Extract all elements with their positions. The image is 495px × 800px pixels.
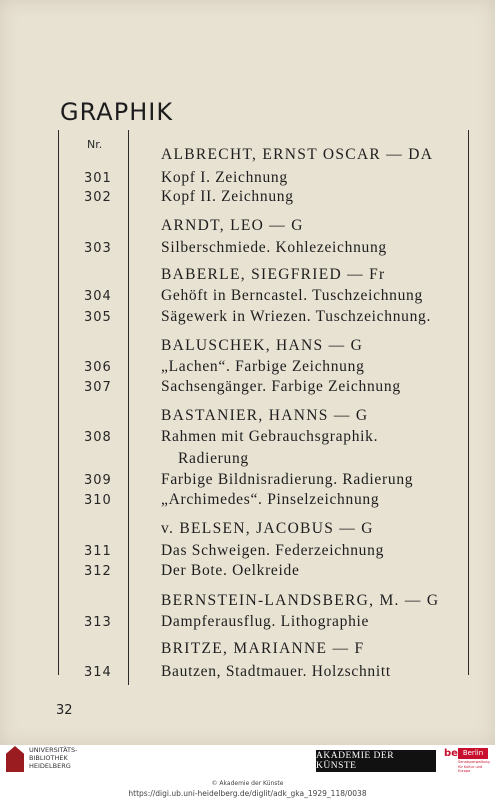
entry-number: 308 (84, 430, 112, 445)
entry-number: 314 (84, 665, 112, 680)
catalog-entry (0, 665, 495, 687)
entry-number: 306 (84, 360, 112, 375)
entry-title: „Archimedes“. Pinselzeichnung (161, 491, 380, 508)
artist-name: BASTANIER, HANNS — G (161, 407, 369, 424)
digitization-footer (0, 745, 495, 800)
catalog-entry (0, 241, 495, 263)
entry-title: Rahmen mit Gebrauchsgraphik. (161, 428, 379, 445)
artist-heading (0, 219, 495, 241)
catalog-entry (0, 564, 495, 586)
entry-number: 304 (84, 289, 112, 304)
library-name-line1: UNIVERSITÄTS- (29, 746, 78, 754)
entry-number: 311 (84, 544, 112, 559)
artist-heading (0, 642, 495, 664)
catalog-entry (0, 190, 495, 212)
entry-number: 307 (84, 380, 112, 395)
entry-number: 301 (84, 171, 112, 186)
be-badge: be (444, 748, 458, 759)
entry-title: Der Bote. Oelkreide (161, 562, 300, 579)
berlin-senate-logo[interactable] (444, 748, 492, 778)
entry-number: 309 (84, 473, 112, 488)
entry-title: Das Schweigen. Federzeichnung (161, 542, 385, 559)
catalog-entry (0, 615, 495, 637)
artist-heading (0, 522, 495, 544)
catalog-entry (0, 380, 495, 402)
library-emblem-icon (6, 746, 24, 772)
entry-title: „Lachen“. Farbige Zeichnung (161, 358, 365, 375)
artist-name: BERNSTEIN-LANDSBERG, M. — G (161, 592, 440, 609)
entry-number: 313 (84, 615, 112, 630)
entry-title: Kopf I. Zeichnung (161, 169, 288, 186)
entry-title: Dampferausflug. Lithographie (161, 613, 370, 630)
university-library-logo[interactable] (6, 745, 126, 777)
entry-title: Bautzen, Stadtmauer. Holzschnitt (161, 663, 391, 680)
entry-title: Sachsengänger. Farbige Zeichnung (161, 378, 401, 395)
entry-title: Gehöft in Berncastel. Tuschzeichnung (161, 287, 423, 304)
entry-title: Radierung (178, 450, 249, 467)
page-heading: GRAPHIK (60, 98, 174, 126)
catalog-entry (0, 310, 495, 332)
copyright-credit: © Akademie der Künste (211, 780, 284, 787)
entry-number: 302 (84, 190, 112, 205)
berlin-label: Berlin (458, 748, 488, 759)
artist-name: v. BELSEN, JACOBUS — G (161, 520, 374, 537)
entry-number: 312 (84, 564, 112, 579)
source-url-link[interactable]: https://digi.ub.uni-heidelberg.de/diglit/adk_gka_1929_118/0038 (128, 789, 367, 798)
catalog-entry (0, 430, 495, 452)
entry-title: Farbige Bildnisradierung. Radierung (161, 471, 414, 488)
artist-name: ARNDT, LEO — G (161, 217, 304, 234)
entry-title: Kopf II. Zeichnung (161, 188, 294, 205)
entry-number: 305 (84, 310, 112, 325)
number-column-label: Nr. (87, 138, 103, 151)
entry-number: 310 (84, 493, 112, 508)
entry-number: 303 (84, 241, 112, 256)
artist-name: ALBRECHT, ERNST OSCAR — DA (161, 146, 434, 163)
senate-label: Senatsverwaltung für Kultur und Europa (458, 760, 490, 773)
catalog-entry (0, 493, 495, 515)
akademie-logo[interactable]: AKADEMIE DER KÜNSTE (316, 750, 436, 772)
artist-name: BABERLE, SIEGFRIED — Fr (161, 266, 386, 283)
artist-name: BRITZE, MARIANNE — F (161, 640, 365, 657)
artist-name: BALUSCHEK, HANS — G (161, 337, 364, 354)
library-name-line3: HEIDELBERG (29, 762, 71, 770)
library-name-line2: BIBLIOTHEK (29, 754, 68, 762)
artist-heading (0, 148, 495, 170)
page-number: 32 (56, 703, 73, 718)
entry-title: Sägewerk in Wriezen. Tuschzeichnung. (161, 308, 432, 325)
entry-title: Silberschmiede. Kohlezeichnung (161, 239, 387, 256)
